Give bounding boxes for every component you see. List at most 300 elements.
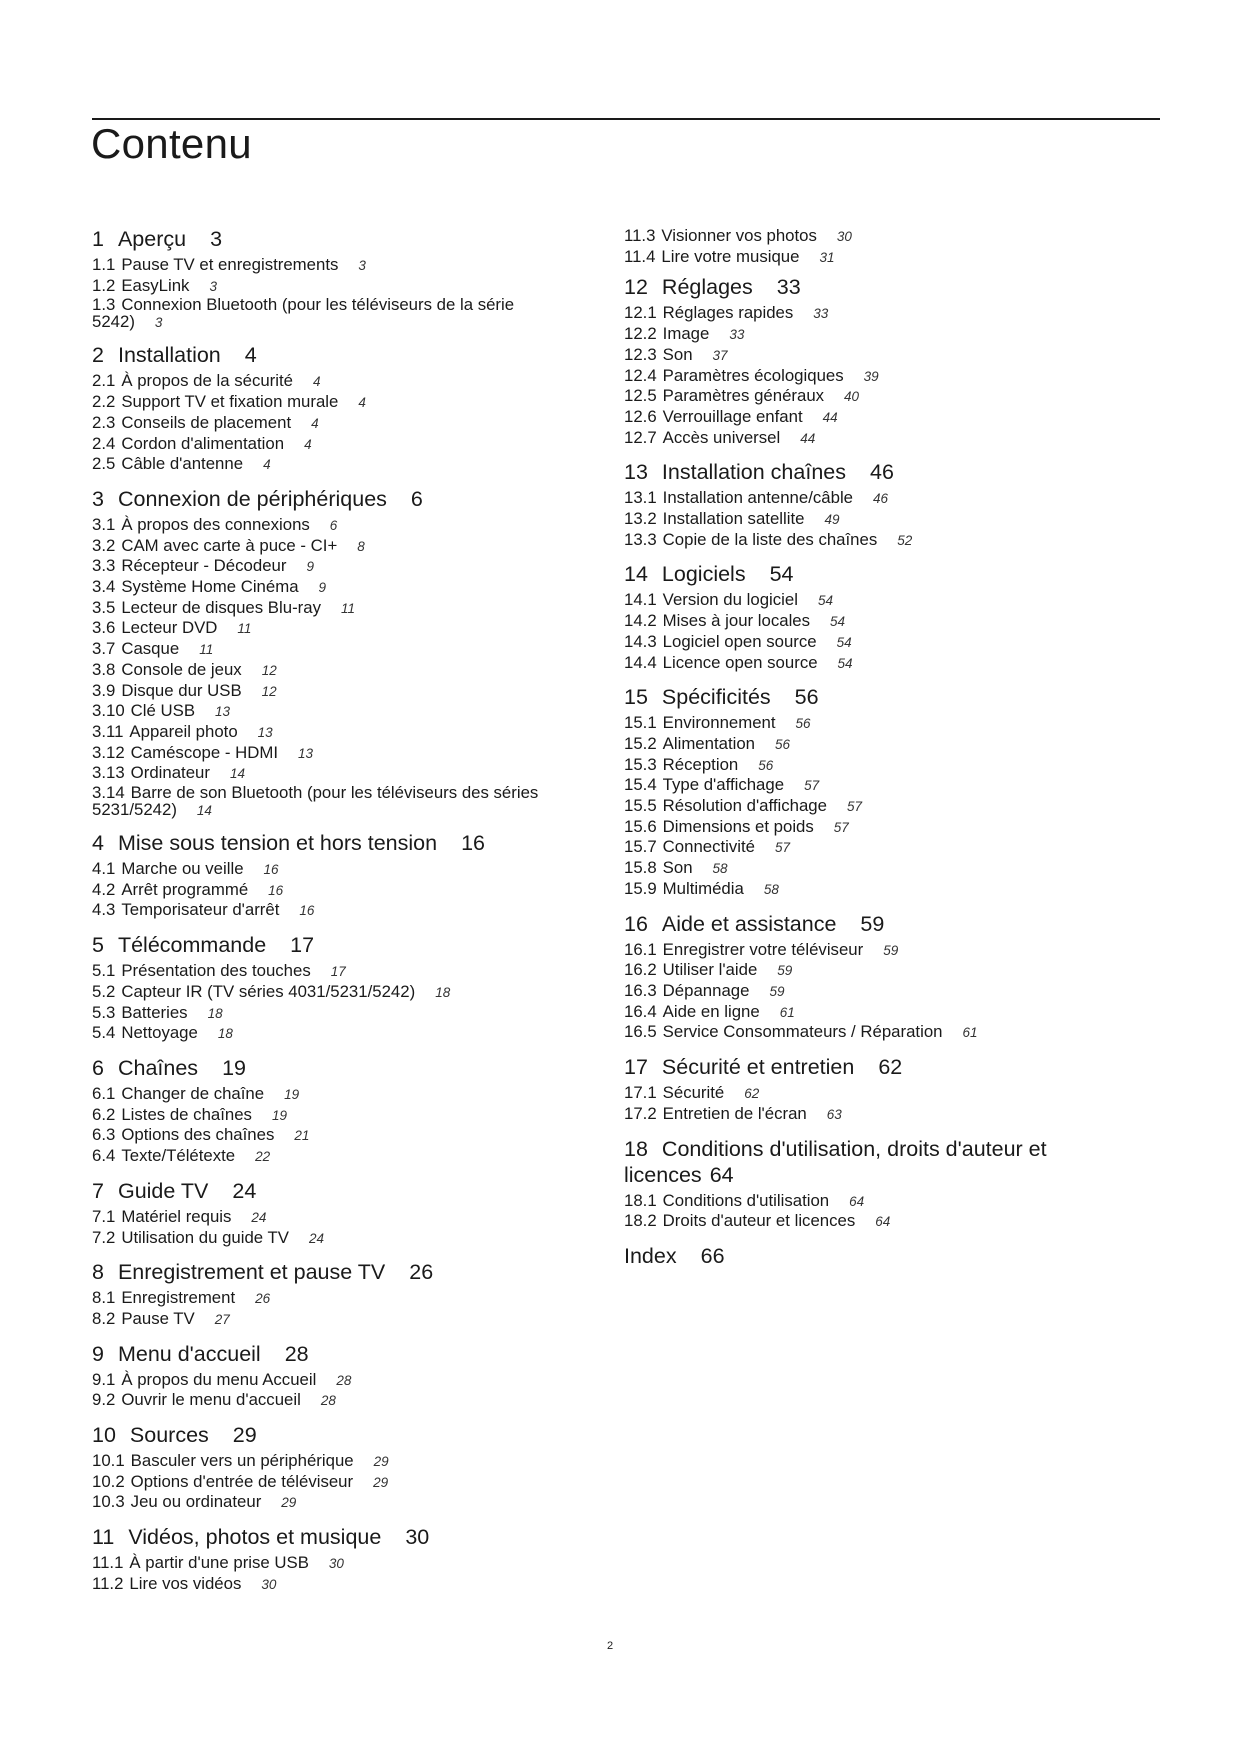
entry-label: Réglages rapides — [662, 303, 794, 323]
chapter-number: 2 — [92, 343, 104, 368]
toc-entry[interactable] — [92, 1228, 562, 1249]
entry-page: 54 — [836, 634, 852, 650]
toc-entry[interactable] — [624, 428, 1124, 449]
chapter-heading[interactable] — [624, 684, 1124, 710]
toc-entry[interactable] — [624, 407, 1124, 428]
toc-entry[interactable] — [92, 434, 562, 455]
entry-number: 18.2 — [624, 1211, 657, 1231]
entry-number: 3.9 — [92, 680, 116, 700]
toc-entry[interactable] — [92, 743, 562, 764]
entry-label: Logiciel open source — [662, 631, 817, 651]
chapter-page: 62 — [878, 1055, 903, 1080]
toc-entry[interactable] — [624, 1191, 1124, 1212]
toc-entry[interactable] — [624, 713, 1124, 734]
entry-label: À propos des connexions — [121, 514, 310, 534]
entry-number: 3.4 — [92, 577, 116, 597]
entry-label: Installation satellite — [662, 509, 805, 529]
entry-number: 3.1 — [92, 514, 116, 534]
entry-number: 13.2 — [624, 509, 657, 529]
entry-number: 14.3 — [624, 631, 657, 651]
entry-label: Connectivité — [662, 837, 756, 857]
page-number: 2 — [606, 1640, 614, 1652]
toc-entry[interactable] — [92, 392, 562, 413]
chapter-number: 1 — [92, 227, 104, 251]
entry-page: 54 — [837, 655, 853, 671]
toc-chapter — [92, 932, 562, 1044]
chapter-title: Aide et assistance — [661, 911, 837, 936]
entry-page: 57 — [833, 819, 849, 835]
toc-entry[interactable] — [624, 303, 1124, 324]
toc-chapter — [92, 226, 562, 331]
toc-entry[interactable] — [92, 1084, 562, 1105]
toc-entry[interactable] — [624, 611, 1124, 632]
entry-page: 16 — [268, 882, 284, 898]
chapter-title: Enregistrement et pause TV — [117, 1260, 386, 1285]
chapter-title: Spécificités — [661, 685, 771, 710]
chapter-title: Menu d'accueil — [117, 1341, 261, 1366]
chapter-number: 8 — [92, 1260, 104, 1285]
toc-entry[interactable] — [624, 590, 1124, 611]
entry-page: 28 — [336, 1372, 352, 1388]
entry-number: 1.1 — [92, 255, 116, 274]
toc-chapter — [92, 486, 562, 819]
entry-page: 30 — [836, 229, 852, 244]
entry-page: 64 — [875, 1214, 891, 1230]
chapter-heading[interactable] — [92, 1524, 562, 1550]
toc-entry[interactable] — [92, 1105, 562, 1126]
chapter-title: Installation — [117, 343, 221, 368]
chapter-number: 9 — [92, 1341, 104, 1366]
entry-page: 9 — [318, 580, 327, 596]
toc-entry[interactable] — [92, 413, 562, 434]
toc-entry[interactable] — [92, 900, 562, 921]
chapter-number: 3 — [92, 486, 104, 511]
entry-label: Barre de son Bluetooth (pour les téléviseurs des séries 5231/5242) — [92, 783, 539, 820]
entry-label: Capteur IR (TV séries 4031/5231/5242) — [121, 981, 416, 1001]
toc-entry[interactable] — [624, 366, 1124, 387]
entry-number: 13.1 — [624, 488, 657, 508]
entry-number: 16.2 — [624, 960, 657, 980]
entry-number: 5.4 — [92, 1023, 116, 1043]
chapter-page: 54 — [769, 562, 794, 587]
entry-page: 46 — [873, 491, 889, 507]
entry-label: Licence open source — [662, 652, 818, 672]
toc-entry[interactable] — [624, 734, 1124, 755]
chapter-page: 24 — [232, 1178, 257, 1203]
entry-number: 4.1 — [92, 859, 116, 879]
entry-label: À partir d'une prise USB — [129, 1553, 309, 1573]
chapter-title: Guide TV — [117, 1178, 209, 1203]
toc-entry[interactable] — [624, 509, 1124, 530]
chapter-heading[interactable] — [92, 486, 562, 512]
entry-label: Paramètres généraux — [662, 386, 825, 406]
chapter-heading[interactable] — [624, 459, 1124, 485]
chapter-page: 64 — [709, 1162, 734, 1187]
entry-page: 14 — [229, 766, 245, 782]
entry-number: 12.4 — [624, 365, 657, 385]
toc-entry[interactable] — [624, 653, 1124, 674]
continued-items — [624, 226, 1124, 267]
entry-number: 5.2 — [92, 981, 116, 1001]
entry-label: Lire votre musique — [661, 246, 800, 266]
chapter-page: 6 — [410, 486, 423, 511]
entry-page: 16 — [263, 862, 279, 878]
entry-page: 58 — [763, 881, 779, 897]
toc-entry[interactable] — [624, 796, 1124, 817]
toc-entry[interactable] — [624, 1104, 1124, 1125]
entry-label: Utiliser l'aide — [662, 960, 758, 980]
toc-entry[interactable] — [624, 226, 1124, 247]
entry-label: Environnement — [662, 713, 776, 733]
entry-page: 21 — [294, 1128, 310, 1144]
entry-number: 3.12 — [92, 742, 125, 762]
toc-entry[interactable] — [92, 660, 562, 681]
entry-number: 15.3 — [624, 754, 657, 774]
toc-chapter — [624, 684, 1124, 899]
toc-entry[interactable] — [92, 598, 562, 619]
toc-entry[interactable] — [92, 1574, 562, 1595]
entry-page: 17 — [330, 964, 346, 980]
entry-number: 2.5 — [92, 454, 116, 474]
entry-label: Matériel requis — [121, 1206, 232, 1226]
chapter-title: Conditions d'utilisation, droits d'auteur et licences — [624, 1136, 1047, 1187]
entry-page: 8 — [357, 538, 365, 554]
entry-label: Sécurité — [662, 1083, 725, 1103]
toc-entry[interactable] — [624, 879, 1124, 900]
entry-page: 11 — [237, 621, 252, 637]
chapter-page: 30 — [405, 1525, 430, 1550]
entry-label: EasyLink — [121, 275, 190, 295]
chapter-heading[interactable] — [624, 1243, 1124, 1269]
toc-entry[interactable] — [624, 960, 1124, 981]
chapter-heading[interactable] — [624, 274, 1124, 300]
entry-number: 7.1 — [92, 1206, 116, 1226]
chapter-heading[interactable] — [92, 1422, 562, 1448]
entry-page: 56 — [775, 736, 791, 752]
entry-page: 22 — [255, 1149, 271, 1165]
toc-entry[interactable] — [92, 961, 562, 982]
entry-page: 18 — [435, 984, 451, 1000]
entry-number: 6.4 — [92, 1146, 116, 1166]
toc-chapter — [92, 1178, 562, 1248]
entry-label: Aide en ligne — [662, 1001, 760, 1021]
toc-entry[interactable] — [92, 763, 562, 784]
chapter-title: Chaînes — [117, 1055, 199, 1080]
chapter-page: 3 — [210, 227, 223, 251]
toc-entry[interactable] — [624, 837, 1124, 858]
chapter-heading[interactable] — [92, 1259, 562, 1285]
chapter-title: Installation chaînes — [661, 460, 846, 485]
entry-label: Options des chaînes — [121, 1125, 275, 1145]
entry-page: 57 — [804, 778, 820, 794]
entry-label: Nettoyage — [121, 1023, 198, 1043]
toc-entry[interactable] — [624, 324, 1124, 345]
entry-page: 39 — [863, 368, 879, 384]
entry-page: 27 — [214, 1311, 230, 1327]
toc-entry[interactable] — [92, 1553, 562, 1574]
entry-label: Jeu ou ordinateur — [130, 1492, 262, 1512]
entry-page: 37 — [712, 347, 728, 363]
chapter-page: 28 — [284, 1341, 309, 1366]
chapter-heading[interactable] — [92, 1178, 562, 1204]
toc-entry[interactable] — [92, 1451, 562, 1472]
toc-entry[interactable] — [624, 940, 1124, 961]
toc-entry[interactable] — [92, 577, 562, 598]
chapter-page: 66 — [700, 1243, 725, 1268]
chapter-page: 4 — [244, 343, 257, 368]
chapter-heading[interactable] — [92, 1341, 562, 1367]
entry-page: 58 — [712, 861, 728, 877]
toc-chapter — [624, 1243, 1124, 1269]
chapter-page: 59 — [860, 911, 885, 936]
chapter-number: 18 — [624, 1136, 648, 1161]
toc-entry[interactable] — [92, 1125, 562, 1146]
toc-entry[interactable] — [624, 1083, 1124, 1104]
toc-entry[interactable] — [92, 880, 562, 901]
entry-page: 61 — [779, 1004, 795, 1020]
entry-label: Installation antenne/câble — [662, 488, 854, 508]
entry-page: 11 — [199, 642, 214, 658]
chapter-heading[interactable] — [624, 1136, 1124, 1188]
entry-number: 1.3 — [92, 295, 116, 315]
toc-entry[interactable] — [92, 1472, 562, 1493]
chapter-number: 12 — [624, 275, 648, 300]
toc-entry[interactable] — [624, 530, 1124, 551]
entry-number: 3.8 — [92, 659, 116, 679]
entry-label: Connexion Bluetooth (pour les téléviseurs de la série 5242) — [92, 295, 515, 332]
entry-page: 59 — [769, 983, 785, 999]
entry-label: Dimensions et poids — [662, 816, 814, 836]
chapter-heading[interactable] — [624, 561, 1124, 587]
entry-label: Service Consommateurs / Réparation — [662, 1022, 943, 1042]
toc-entry[interactable] — [92, 1146, 562, 1167]
toc-entry[interactable] — [92, 454, 562, 475]
entry-page: 4 — [263, 457, 271, 473]
entry-label: Récepteur - Décodeur — [121, 556, 287, 576]
chapter-heading[interactable] — [624, 911, 1124, 937]
entry-page: 3 — [154, 315, 163, 331]
entry-page: 29 — [281, 1495, 297, 1511]
entry-page: 54 — [830, 614, 846, 630]
entry-label: Présentation des touches — [121, 961, 311, 981]
entry-page: 12 — [261, 683, 277, 699]
entry-label: Texte/Télétexte — [121, 1146, 236, 1166]
toc-entry[interactable] — [92, 1390, 562, 1411]
entry-number: 4.3 — [92, 900, 116, 920]
entry-number: 2.2 — [92, 392, 116, 412]
toc-chapter — [624, 274, 1124, 448]
entry-number: 11.1 — [92, 1553, 124, 1573]
entry-number: 14.2 — [624, 611, 657, 631]
toc-entry[interactable] — [624, 858, 1124, 879]
entry-page: 54 — [817, 593, 833, 609]
entry-number: 3.3 — [92, 556, 116, 576]
toc-chapter — [92, 1524, 562, 1594]
chapter-heading[interactable] — [92, 932, 562, 958]
chapter-heading[interactable] — [624, 1054, 1124, 1080]
toc-chapter — [92, 1341, 562, 1411]
chapter-number: 15 — [624, 685, 648, 710]
chapter-number: 4 — [92, 831, 104, 856]
chapter-title: Logiciels — [661, 562, 746, 587]
entry-page: 4 — [304, 436, 312, 452]
entry-label: Conditions d'utilisation — [662, 1190, 830, 1210]
entry-number: 6.2 — [92, 1104, 116, 1124]
entry-number: 9.2 — [92, 1390, 116, 1410]
page-title: Contenu — [91, 120, 252, 167]
chapter-page: 29 — [232, 1423, 257, 1448]
entry-number: 15.6 — [624, 816, 657, 836]
entry-number: 15.9 — [624, 878, 657, 898]
toc-entry[interactable] — [624, 345, 1124, 366]
entry-number: 15.2 — [624, 733, 657, 753]
entry-number: 3.2 — [92, 535, 116, 555]
entry-page: 56 — [795, 716, 811, 732]
toc-entry[interactable] — [92, 1207, 562, 1228]
chapter-title: Sécurité et entretien — [661, 1055, 855, 1080]
chapter-number: 5 — [92, 933, 104, 958]
entry-label: Arrêt programmé — [121, 879, 249, 899]
entry-number: 15.4 — [624, 775, 657, 795]
entry-label: À propos du menu Accueil — [121, 1369, 317, 1389]
entry-page: 24 — [308, 1230, 324, 1246]
entry-number: 3.6 — [92, 618, 116, 638]
toc-entry[interactable] — [92, 296, 562, 331]
toc-entry[interactable] — [92, 515, 562, 536]
entry-number: 17.1 — [624, 1083, 657, 1103]
entry-label: Casque — [121, 639, 180, 659]
toc-entry[interactable] — [92, 784, 562, 819]
chapter-title: Index — [624, 1243, 677, 1268]
toc-entry[interactable] — [92, 255, 562, 276]
entry-number: 12.2 — [624, 324, 657, 344]
entry-page: 26 — [255, 1291, 271, 1307]
toc-chapter — [624, 459, 1124, 550]
entry-page: 4 — [358, 395, 366, 411]
entry-label: Dépannage — [662, 980, 750, 1000]
entry-page: 29 — [373, 1454, 389, 1470]
toc-entry[interactable] — [624, 247, 1124, 268]
toc-entry[interactable] — [92, 618, 562, 639]
entry-page: 62 — [744, 1086, 760, 1102]
entry-page: 33 — [813, 306, 829, 322]
toc-entry[interactable] — [92, 639, 562, 660]
toc-entry[interactable] — [624, 755, 1124, 776]
entry-label: Type d'affichage — [662, 775, 785, 795]
chapter-page: 19 — [222, 1055, 246, 1080]
entry-number: 16.5 — [624, 1022, 657, 1042]
entry-label: Système Home Cinéma — [121, 577, 299, 597]
entry-number: 5.1 — [92, 961, 116, 981]
entry-page: 3 — [209, 278, 217, 294]
toc-entry[interactable] — [92, 859, 562, 880]
entry-label: Image — [662, 324, 710, 344]
toc-entry[interactable] — [92, 1309, 562, 1330]
entry-label: Version du logiciel — [662, 590, 798, 610]
entry-page: 61 — [962, 1025, 978, 1041]
chapter-title: Connexion de périphériques — [117, 486, 387, 511]
entry-number: 4.2 — [92, 879, 116, 899]
entry-page: 16 — [299, 903, 315, 919]
chapter-heading[interactable] — [92, 1055, 562, 1081]
toc-entry[interactable] — [92, 371, 562, 392]
chapter-heading[interactable] — [92, 226, 562, 252]
entry-number: 11.4 — [624, 246, 656, 266]
entry-label: Son — [662, 344, 693, 364]
entry-number: 6.3 — [92, 1125, 116, 1145]
toc-entry[interactable] — [624, 1211, 1124, 1232]
toc-entry[interactable] — [624, 817, 1124, 838]
entry-number: 2.4 — [92, 433, 116, 453]
chapter-number: 14 — [624, 562, 648, 587]
entry-number: 7.2 — [92, 1227, 116, 1247]
toc-entry[interactable] — [92, 1370, 562, 1391]
chapter-heading[interactable] — [92, 342, 562, 368]
entry-label: Pause TV — [121, 1308, 195, 1328]
entry-number: 12.3 — [624, 344, 657, 364]
entry-page: 9 — [306, 559, 314, 575]
toc-entry[interactable] — [92, 982, 562, 1003]
entry-number: 16.4 — [624, 1001, 657, 1021]
toc-chapter — [92, 1055, 562, 1167]
entry-number: 3.13 — [92, 763, 125, 783]
entry-label: Marche ou veille — [121, 859, 244, 879]
toc-entry[interactable] — [624, 632, 1124, 653]
entry-label: Utilisation du guide TV — [121, 1227, 289, 1247]
toc-entry[interactable] — [624, 1022, 1124, 1043]
toc-chapter — [624, 911, 1124, 1044]
toc-entry[interactable] — [92, 722, 562, 743]
toc-entry[interactable] — [624, 981, 1124, 1002]
entry-label: Listes de chaînes — [121, 1104, 252, 1124]
chapter-page: 33 — [776, 275, 801, 300]
toc-entry[interactable] — [624, 488, 1124, 509]
entry-label: Mises à jour locales — [662, 611, 811, 631]
toc-entry[interactable] — [92, 681, 562, 702]
chapter-page: 17 — [290, 933, 315, 958]
chapter-number: 17 — [624, 1055, 648, 1080]
entry-page: 6 — [329, 517, 338, 533]
entry-page: 13 — [215, 704, 231, 720]
toc-entry[interactable] — [92, 1023, 562, 1044]
entry-page: 30 — [328, 1556, 344, 1572]
toc-right-column — [624, 226, 1124, 1280]
entry-label: Pause TV et enregistrements — [121, 255, 339, 274]
toc-entry[interactable] — [92, 1003, 562, 1024]
entry-number: 3.14 — [92, 783, 125, 803]
entry-number: 2.1 — [92, 371, 116, 391]
chapter-number: 10 — [92, 1423, 116, 1448]
chapter-title: Télécommande — [117, 933, 267, 958]
toc-entry[interactable] — [624, 386, 1124, 407]
toc-chapter — [624, 1136, 1124, 1232]
toc-entry[interactable] — [92, 1492, 562, 1513]
toc-entry[interactable] — [92, 701, 562, 722]
entry-number: 11.2 — [92, 1573, 124, 1593]
chapter-heading[interactable] — [92, 830, 562, 856]
chapter-page: 56 — [794, 685, 819, 710]
toc-entry[interactable] — [92, 1288, 562, 1309]
chapter-title: Sources — [129, 1423, 209, 1448]
toc-entry[interactable] — [92, 556, 562, 577]
toc-entry[interactable] — [624, 775, 1124, 796]
header-rule — [92, 118, 1160, 120]
toc-entry[interactable] — [92, 276, 562, 297]
toc-entry[interactable] — [624, 1002, 1124, 1023]
entry-number: 3.11 — [92, 721, 124, 741]
toc-entry[interactable] — [92, 536, 562, 557]
entry-number: 12.5 — [624, 386, 657, 406]
